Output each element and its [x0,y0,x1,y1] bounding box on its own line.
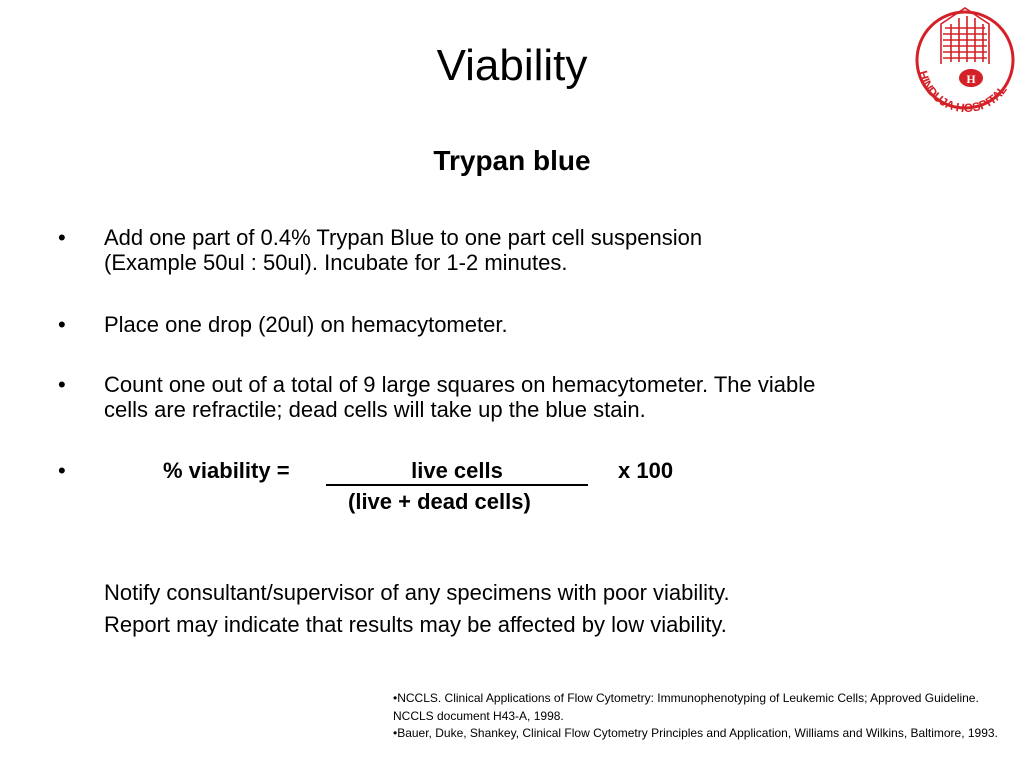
bullet-line: Add one part of 0.4% Trypan Blue to one part cell suspension [104,225,703,250]
formula-denominator: (live + dead cells) [348,489,531,514]
reference-item: •Bauer, Duke, Shankey, Clinical Flow Cytometry Principles and Application, Williams and Wilkins, Baltimore, 1993. [393,726,998,740]
reference-item: •NCCLS. Clinical Applications of Flow Cytometry: Immunophenotyping of Leukemic Cells; Approved Guideline. NCCLS document H43-A, 1998. [393,691,979,723]
slide-subtitle: Trypan blue [433,145,591,176]
bullet-marker: • [58,312,66,337]
bullet-line: Place one drop (20ul) on hemacytometer. [104,312,508,337]
bullet-item [104,372,964,422]
bullet-line: Count one out of a total of 9 large squares on hemacytometer. The viable [104,372,816,397]
bullet-marker: • [58,225,66,250]
formula-numerator: live cells [326,458,588,486]
references [393,690,1013,743]
logo-text: HINDUJA HOSPITAL [915,69,1010,116]
bullet-marker: • [58,372,66,397]
formula-label: % viability = [163,458,290,483]
bullet-line: (Example 50ul : 50ul). Incubate for 1-2 minutes. [104,250,568,275]
logo-emblem: H [966,72,976,86]
bullet-line: cells are refractile; dead cells will take up the blue stain. [104,397,646,422]
formula-multiplier: x 100 [618,458,674,483]
bullet-item [104,225,964,275]
bullet-marker: • [58,458,66,483]
note-line: Report may indicate that results may be affected by low viability. [104,612,727,637]
slide-title: Viability [436,41,588,90]
bullet-item [104,312,964,337]
note-line: Notify consultant/supervisor of any specimens with poor viability. [104,580,730,605]
